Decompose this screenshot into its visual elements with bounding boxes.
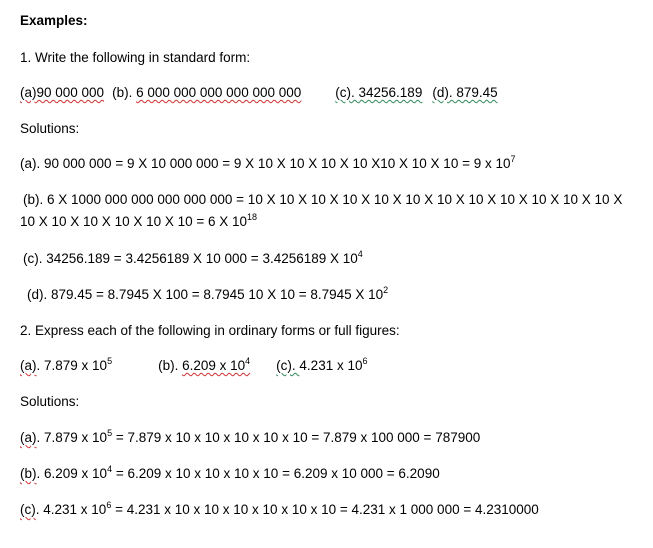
sol1-c-exp: 4 xyxy=(357,249,363,259)
sol2-c-exp: 6 xyxy=(106,500,112,510)
sol1-b-line1: (b). 6 X 1000 000 000 000 000 000 = 10 X 10 X 10 X 10 X 10 X 10 X 10 X 10 X 10 X 10 X 10 X 10 X xyxy=(23,192,623,207)
sol2-b-exp: 4 xyxy=(107,464,113,474)
sol2-b-post: = 6.209 x 10 x 10 x 10 x 10 = 6.209 x 10 000 = 6.2090 xyxy=(112,466,440,481)
q1-b-value: 6 000 000 000 000 000 000 xyxy=(136,85,302,100)
sol2-b xyxy=(20,465,440,483)
sol1-b-line2-text: 10 X 10 X 10 X 10 X 10 X 10 = 6 X 10 xyxy=(20,214,248,229)
sol1-d xyxy=(27,286,388,304)
q2-c-exp: 6 xyxy=(362,356,368,366)
sol1-a-exp: 7 xyxy=(510,154,516,164)
heading: Examples: xyxy=(20,13,88,28)
sol2-a-label: (a) xyxy=(20,430,37,445)
sol2-c-label: (c) xyxy=(20,502,36,517)
sol2-c-post: = 4.231 x 10 x 10 x 10 x 10 x 10 x 10 = 4.231 x 1 000 000 = 4.2310000 xyxy=(111,502,539,517)
q2-c-label: (c). xyxy=(276,358,300,373)
q1-a: (a)90 000 000 xyxy=(20,85,105,100)
sol1-c xyxy=(23,250,363,268)
solutions-1-label: Solutions: xyxy=(20,121,80,136)
q1-b-label: (b). xyxy=(112,85,137,100)
sol2-a-pre: . 7.879 x 10 xyxy=(36,430,108,445)
q2-a-label: (a) xyxy=(20,358,37,373)
sol2-c xyxy=(20,501,539,519)
q1-title: 1. Write the following in standard form: xyxy=(20,50,251,65)
sol2-b-pre: . 6.209 x 10 xyxy=(36,466,108,481)
sol1-a-text: (a). 90 000 000 = 9 X 10 000 000 = 9 X 10 X 10 X 10 X 10 X10 X 10 X 10 = 9 x 10 xyxy=(20,156,511,171)
solutions-2-label: Solutions: xyxy=(20,394,80,409)
sol1-b-exp: 18 xyxy=(247,212,258,222)
q2-b-label: (b). xyxy=(158,358,183,373)
sol1-d-text: (d). 879.45 = 8.7945 X 100 = 8.7945 10 X 10 = 8.7945 X 10 xyxy=(27,287,384,302)
sol1-c-text: (c). 34256.189 = 3.4256189 X 10 000 = 3.4256189 X 10 xyxy=(23,251,358,266)
q1-d: (d). 879.45 xyxy=(432,85,498,100)
sol1-a xyxy=(20,155,516,173)
q1-items xyxy=(20,84,498,102)
q1-c: (c). 34256.189 xyxy=(335,85,423,100)
sol1-b-line2 xyxy=(20,213,257,231)
sol2-b-label: (b) xyxy=(20,466,37,481)
sol2-c-pre: . 4.231 x 10 xyxy=(35,502,107,517)
q2-b-text: 6.209 x $10^4$ xyxy=(182,356,251,373)
q2-a-text: . 7.879 x 10 xyxy=(36,358,108,373)
q2-items xyxy=(20,357,368,375)
sol2-a xyxy=(20,429,480,447)
q2-a-exp: 5 xyxy=(107,356,113,366)
sol1-d-exp: 2 xyxy=(383,285,389,295)
q2-b-exp: 4 xyxy=(245,356,251,366)
q2-c-text: 4.231 x 10 xyxy=(299,358,363,373)
sol2-a-exp: 5 xyxy=(107,428,113,438)
q2-title: 2. Express each of the following in ordinary forms or full figures: xyxy=(20,323,400,338)
sol2-a-post: = 7.879 x 10 x 10 x 10 x 10 x 10 = 7.879 x 100 000 = 787900 xyxy=(112,430,481,445)
